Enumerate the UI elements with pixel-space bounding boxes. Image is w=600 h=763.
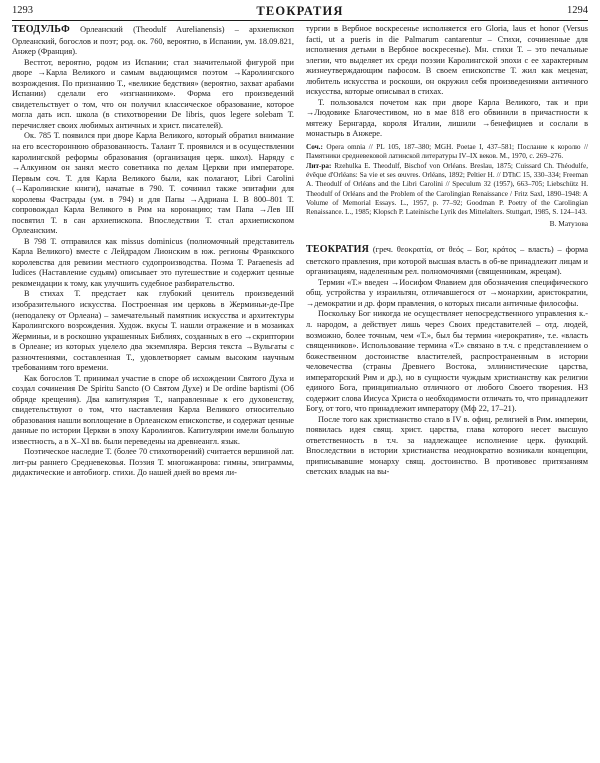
page-number-left: 1293 [12,5,33,16]
article-author: В. Матузова [549,218,588,228]
right-column [306,24,588,759]
theodulf-definition: Орлеанский (Theodulf Aurelianensis) – архиепископ Орлеанский, богослов и поэт; род. ок. 760, вероятно, в Испании, ум. 18.09.821, Анжер (Франция). [12,25,294,57]
paragraph: Как богослов Т. принимал участие в споре об исхождении Святого Духа и создал сочинения De Spiritu Sancto (О Святом Духе) и De ordine baptismi (Об обряде крещения). Два капитулярия Т., направленные к его духовенству, свидетельствуют о том, что наставления Карла Великого относительно образования нашли воплощение в Орлеанском епископстве, и содержат ценные данные по истории Церкви в эпоху Каролингов. Капитулярии имели большую известность, а в X–XI вв. были переведены на древнеангл. язык. [12,373,294,446]
paragraph-continuation: тургии в Вербное воскресенье исполняется его Gloria, laus et honor (Versus facti, ut a pueris in die Palmarum cantarentur – Стихи, сочиненные для исполнения детьми в Вербное воскресенье). Мн. стихи Т. – это печальные элегии, что выделяет их среди поэзии Каролингской эпохи с ее характерным жизнеутверждающим пафосом. В своем епископстве Т. жил как меценат, любитель искусства и роскоши, он окружил себя произведениями античного искусства, которые описывал в стихах. [306,24,588,97]
entry-spacer [306,228,588,244]
paragraph: Поэтическое наследие Т. (более 70 стихотворений) считается вершиной лат. лит-ры раннего Средневековья. Поэзия Т. многожанрова: гимны, эпиграммы, дидактические и автобиогр. стихи. До нашей дней во время ли- [12,447,294,478]
page-number-right: 1294 [567,5,588,16]
running-title: ТЕОКРАТИЯ [256,4,344,18]
headword-theodulf: ТЕОДУЛЬФ [12,24,70,35]
works-text: Opera omnia // PL 105, 187–380; MGH. Poetae I, 437–581; Послание к королю // Памятники средневековой латинской литературы IV–IX веков. М., 1970, с. 269–276. [306,142,588,161]
running-header [12,4,588,21]
paragraph: Вестгот, вероятно, родом из Испании; стал значительной фигурой при дворе →Карла Великого и самым выдающимся поэтом →Каролингского возрождения. По признанию Т., «великие бедствия» (вероятно, захват арабами Испании) сделали его «изгнанником». Форма его произведений свидетельствует о том, что он получил классическое образование, которое могла дать исп. школа (в стихотворении De libris, quos legere solebam Т. перечисляет своих любимых античных и христ. писателей). [12,57,294,130]
paragraph: В 798 Т. отправился как missus dominicus (полномочный представитель Карла Великого) вместе с Лейдрадом Лионским в юж. регионы Франкского королевства для ревизии местного судопроизводства. Поэма Т. Paraenesis ad Iudices (Наставление судьям) описывает это путешествие и содержит ценные рекомендации к тому, как улучшить судебное разбирательство. [12,236,294,288]
entry-intro-theodulf [12,24,294,58]
literature-text: Rzehulka E. Theodulf, Bischof von Orléans. Breslau, 1875; Cuissard Ch. Théodulfe, évêque d'Orléans: Sa vie et ses œuvres. Orléans, 1892; Peltier H. // DThC 15, 330–334; Freeman A. Theodulf of Orléans and the Libri Carolini // Speculum 32 (1957), 663–705; Liebschütz H. Theodulf of Orléans and the Problem of the Carolingian Renaissance / Fritz Saxl, 1890–1948: A Volume of Memorial Essays. L., 1957, p. 77–92; Goodman P. Poetry of the Carolingian Renaissance. L., 1985; Klopsch P. Lateinische Lyrik des Mittelalters. Stuttgart, 1985, S. 124–143. [306,161,588,217]
headword-theocracy: ТЕОКРАТИЯ [306,244,370,256]
literature-label: Лит-ра: [306,161,332,170]
paragraph: Т. пользовался почетом как при дворе Карла Великого, так и при →Людовике Благочестивом, но в мае 818 его обвинили в причастности к мятежу Бернгарда, короля Италии, лишили →бенефициев и сослали в монастырь в Анжере. [306,97,588,139]
works-references [306,143,588,162]
paragraph: Термин «Т.» введен →Иосифом Флавием для обозначения специфического общ. устройства у израильтян, отличавшегося от →монархии, аристократии, →демократии и др. форм правления, о которых писали античные философы. [306,277,588,308]
left-column [12,24,294,759]
paragraph: После того как христианство стало в IV в. офиц. религией в Рим. империи, появилась идея свящ. христ. царства, глава которого несет высшую ответственность в т.ч. за надлежащее исполнение церк. функций. Впоследствии в истории христианства неоднократно возникали концепции, приписывавшие монарху свящ. достоинство. В противовес притязаниям светских владык на вы- [306,414,588,477]
theocracy-definition: (греч. θεοκρατία, от θεός – Бог, κράτος – власть) – форма светского правления, при которой высшая власть в об-ве принадлежит лицам и организациям, наделенным рел. полномочиями (священникам, жрецам). [306,245,588,277]
paragraph: Поскольку Бог никогда не осуществляет непосредственного управления к.-л. народом, а действует лишь через Своих представителей – отд. людей, возможно, более точным, чем «Т.», был бы термин «иерократия», т.е. «власть священников». Использование термина «Т.» связано в т.ч. с представлением о божественном достоинстве властителей, распространенным в истории человечества (страны Древнего Востока, эллинистические царства, императорский Рим и др.), но в сущности чуждым христианству как религии единого Бога, принципиально отличного от любого Своего творения. НЗ содержит слова Иисуса Христа о необходимости отличать то, что принадлежит Богу, от того, что принадлежит императору (Мф 22, 17–21). [306,309,588,414]
entry-intro-theocracy [306,244,588,278]
works-label: Соч.: [306,142,323,151]
literature-references [306,162,588,218]
paragraph: В стихах Т. предстает как глубокий ценитель произведений изобразительного искусства. Построенная им церковь в Жерминьи-де-Пре (неподалеку от Орлеана) – замечательный памятник искусства и архитектуры Каролингского возрождения. Худож. вкусы Т. нашли отражение и в мозаиках Жерминьи, и в роскошно украшенных Библиях, созданных в его →скриптории в Орлеане; из которых уцелело два экземпляра. Версия текста →Вульгаты с разночтениями, составленная Т., удовлетворяет самым высоким научным требованиям того времени. [12,289,294,373]
paragraph: Ок. 785 Т. появился при дворе Карла Великого, который обратил внимание на его всестороннюю образованность. Талант Т. проявился и в осуществлении каролингской реформы образования (организация церк. школ). Наряду с →Алкуином он занял место советника по делам Церкви при императоре. Первым соч. Т. для Карла Великого были, как полагают, Libri Carolini (→Каролинские книги), начатые в 790. Т. сочинил также эпитафии для королевы Фастрады (ум. в 794) и для Папы →Адриана I. В 800–801 Т. сопровождал Карла Великого в Рим на коронацию; там Папа →Лев III посвятил Т. в сан архиепископа. Впоследствии Т. стал архиепископом Орлеанским. [12,131,294,236]
